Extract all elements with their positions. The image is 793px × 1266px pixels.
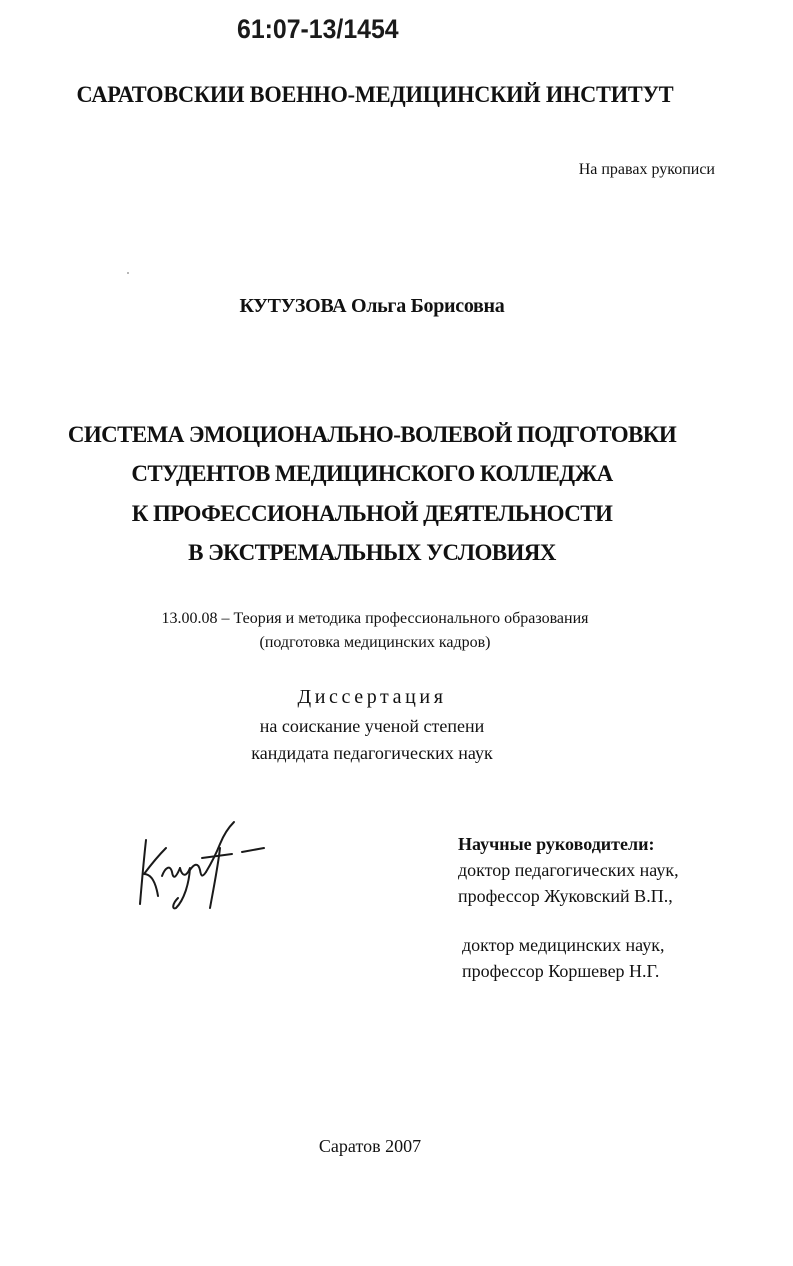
degree-line: кандидата педагогических наук — [251, 743, 493, 763]
place-and-year: Саратов 2007 — [318, 1136, 422, 1156]
supervisor-name: профессор Жуковский В.П., — [458, 886, 673, 906]
institution-name: САРАТОВСКИИ ВОЕННО-МЕДИЦИНСКИЙ ИНСТИТУТ — [76, 82, 674, 107]
catalog-number: 61:07-13/1454 — [237, 14, 399, 44]
dissertation-label: Диссертация — [297, 686, 447, 708]
specialty-note: (подготовка медицинских кадров) — [259, 634, 491, 651]
supervisor-degree: доктор педагогических наук, — [458, 860, 679, 880]
dissertation-title-line: СИСТЕМА ЭМОЦИОНАЛЬНО-ВОЛЕВОЙ ПОДГОТОВКИ — [67, 422, 677, 447]
dissertation-title-line: В ЭКСТРЕМАЛЬНЫХ УСЛОВИЯХ — [188, 540, 556, 565]
supervisor-degree: доктор медицинских наук, — [462, 935, 665, 955]
supervisors-heading: Научные руководители: — [458, 834, 655, 854]
rights-note: На правах рукописи — [578, 161, 715, 178]
dissertation-title-line: СТУДЕНТОВ МЕДИЦИНСКОГО КОЛЛЕДЖА — [131, 461, 613, 486]
handwritten-signature — [132, 818, 272, 913]
scan-speck — [127, 272, 129, 274]
author-name: КУТУЗОВА Ольга Борисовна — [239, 295, 505, 317]
dissertation-title-line: К ПРОФЕССИОНАЛЬНОЙ ДЕЯТЕЛЬНОСТИ — [131, 501, 613, 526]
supervisor-name: профессор Коршевер Н.Г. — [462, 961, 660, 981]
specialty-code: 13.00.08 – Теория и методика профессионального образования — [161, 610, 589, 627]
degree-line: на соискание ученой степени — [259, 716, 485, 736]
